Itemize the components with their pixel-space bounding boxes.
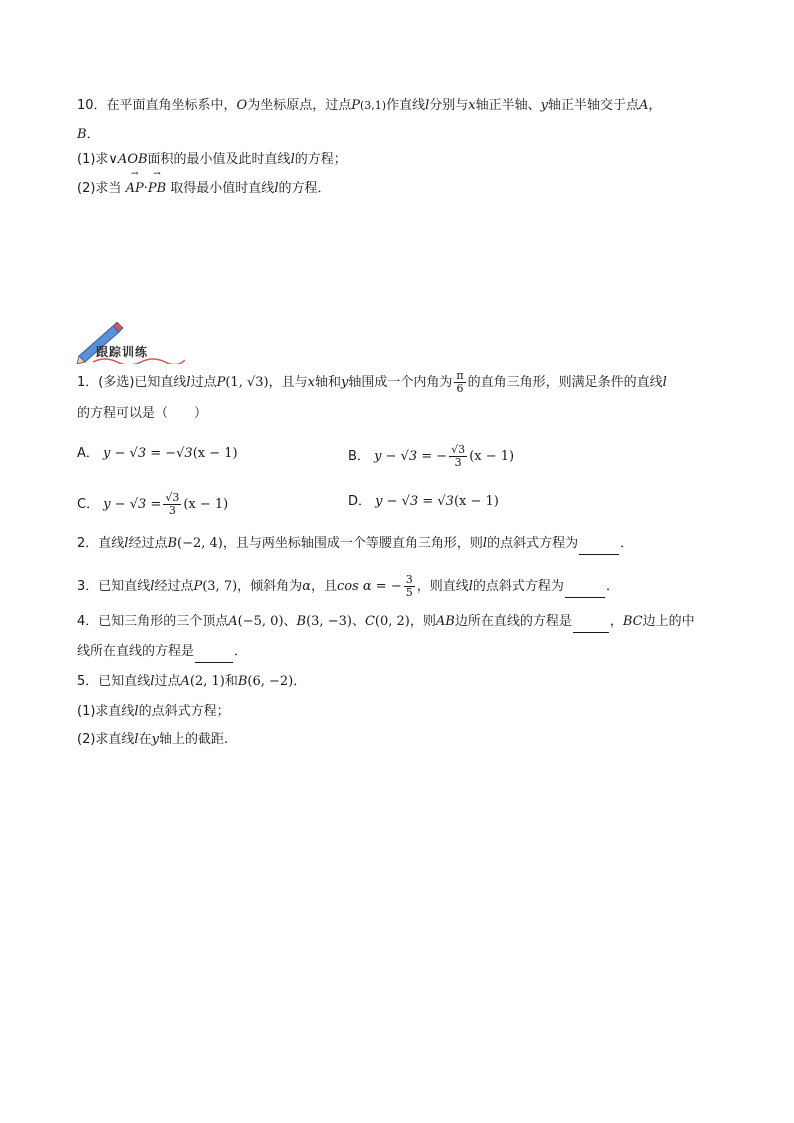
vector-ap: → AP [125, 169, 144, 196]
fraction-sqrt3-over-3: $\frac{√3}{3}$ [165, 491, 180, 517]
fraction-pi-over-6: $\frac{\pi}{6}$ [456, 369, 464, 395]
option-a[interactable]: A． y − √3 = −√3(x − 1) [77, 446, 238, 461]
answer-blank[interactable] [565, 577, 605, 598]
option-c[interactable]: C． y − √3 = $\frac{√3}{3}$ (x − 1) [77, 491, 229, 517]
option-b[interactable]: B． y − √3 = − $\frac{√3}{3}$ (x − 1) [348, 443, 515, 469]
q10-line2: B． [77, 127, 100, 142]
fraction-sqrt3-over-3: $\frac{√3}{3}$ [451, 443, 466, 469]
t4-line1: 4．已知三角形的三个顶点A(−5, 0)、B(3, −3)、C(0, 2)，则AB边所在直线的方程是 ，BC边上的中 [77, 612, 695, 633]
t5-line: 5．已知直线l过点A(2, 1)和B(6, −2)． [77, 674, 307, 689]
t1-line2: 的方程可以是（ ） [77, 406, 208, 421]
answer-blank[interactable] [195, 642, 233, 663]
q10-line1: 10．在平面直角坐标系中，O为坐标原点，过点P(3,1)作直线l分别与x轴正半轴、y轴正半轴交于点A， [77, 98, 662, 113]
t1-line1: 1．(多选)已知直线l过点P(1, √3)，且与x轴和y轴围成一个内角为 $\frac{\pi}{6}$ 的直角三角形，则满足条件的直线l [77, 369, 667, 395]
t4-line2: 线所在直线的方程是 ． [77, 642, 247, 663]
t2-line: 2．直线l经过点B(−2, 4)，且与两坐标轴围成一个等腰直角三角形，则l的点斜式方程为 ． [77, 534, 633, 555]
q10-part2: (2)求当 → AP· → PB 取得最小值时直线l的方程． [77, 179, 331, 199]
option-d[interactable]: D． y − √3 = √3(x − 1) [348, 494, 499, 509]
t5-part2: (2)求直线l在y轴上的截距. [77, 732, 229, 747]
t3-line: 3．已知直线l经过点P(3, 7)，倾斜角为α，且cos α = − $\frac{3}{5}$ ，则直线l的点斜式方程为 ． [77, 573, 619, 599]
vector-pb: → PB [147, 169, 167, 196]
answer-blank[interactable] [579, 534, 619, 555]
answer-blank[interactable] [573, 612, 609, 633]
t5-part1: (1)求直线l的点斜式方程； [77, 704, 230, 719]
section-title: 跟踪训练 [96, 345, 149, 359]
q10-part1: (1)求∨AOB面积的最小值及此时直线l的方程； [77, 152, 347, 167]
fraction-3-over-5: $\frac{3}{5}$ [405, 573, 413, 599]
